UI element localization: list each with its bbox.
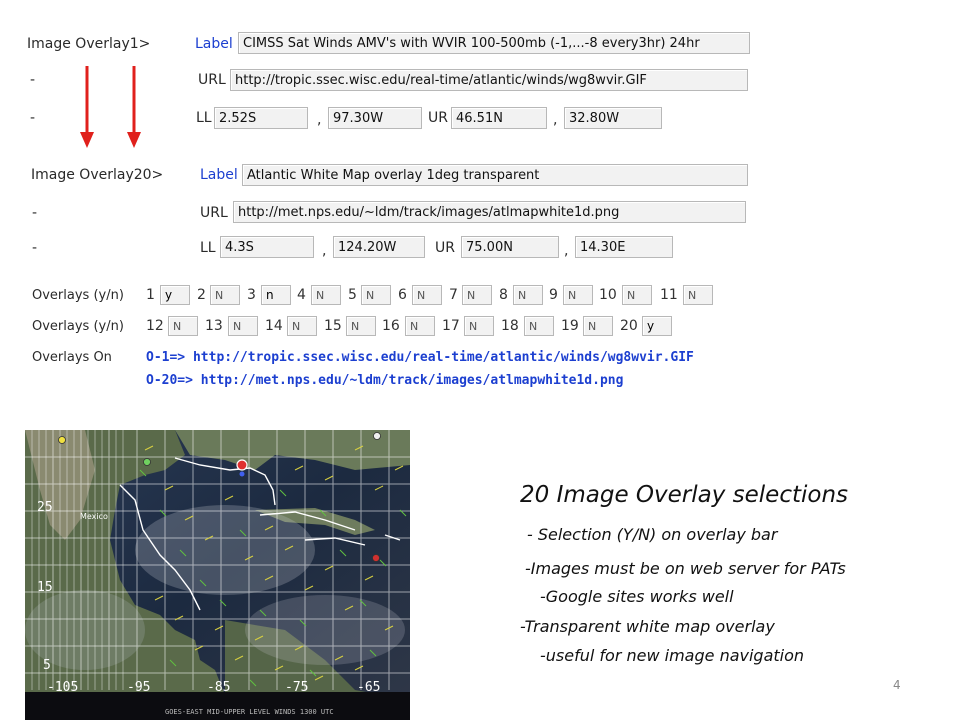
overlay-toggle-field[interactable]: N	[622, 285, 652, 305]
overlay-num: 9	[549, 287, 558, 303]
overlay20-url-field[interactable]: http://met.nps.edu/~ldm/track/images/atlmapwhite1d.png	[233, 201, 746, 223]
overlay-toggle-field[interactable]: N	[563, 285, 593, 305]
overlay1-comma: ,	[317, 112, 322, 128]
map-lon-label: -105	[47, 680, 79, 695]
overlay-num: 11	[660, 287, 678, 303]
overlay-num: 17	[442, 318, 460, 334]
overlay1-label-name: Label	[195, 36, 233, 52]
overlays-on-link-20[interactable]: O-20=> http://met.nps.edu/~ldm/track/images/atlmapwhite1d.png	[146, 373, 624, 388]
overlay-toggle-field[interactable]: N	[524, 316, 554, 336]
overlay-toggle-field[interactable]: N	[583, 316, 613, 336]
overlay-num: 13	[205, 318, 223, 334]
overlay1-url-field[interactable]: http://tropic.ssec.wisc.edu/real-time/atlantic/winds/wg8wvir.GIF	[230, 69, 748, 91]
overlay1-ll-lon-field[interactable]: 97.30W	[328, 107, 422, 129]
overlay-num: 5	[348, 287, 357, 303]
overlay20-comma-2: ,	[564, 243, 569, 259]
overlay1-ur-lon-field[interactable]: 32.80W	[564, 107, 662, 129]
map-lon-label: -85	[207, 680, 231, 695]
overlay-num: 19	[561, 318, 579, 334]
overlay-num: 16	[382, 318, 400, 334]
slide-bullet: -useful for new image navigation	[540, 646, 805, 665]
page-number: 4	[893, 678, 901, 692]
overlay-num: 18	[501, 318, 519, 334]
overlay-num: 3	[247, 287, 256, 303]
map-lat-label: 5	[43, 658, 51, 673]
map-lon-label: -75	[285, 680, 309, 695]
overlay-toggle-field[interactable]: N	[513, 285, 543, 305]
overlay1-label-field[interactable]: CIMSS Sat Winds AMV's with WVIR 100-500mb (-1,...-8 every3hr) 24hr	[238, 32, 750, 54]
slide-bullet: -Images must be on web server for PATs	[525, 559, 846, 578]
overlay-num: 2	[197, 287, 206, 303]
overlay-toggle-field[interactable]: N	[361, 285, 391, 305]
overlay20-label-name: Label	[200, 167, 238, 183]
overlay-toggle-field[interactable]: n	[261, 285, 291, 305]
overlay-toggle-field[interactable]: N	[405, 316, 435, 336]
overlay-num: 4	[297, 287, 306, 303]
overlay20-ll-name: LL	[200, 240, 216, 256]
overlay1-url-name: URL	[198, 72, 226, 88]
overlay-toggle-field[interactable]: N	[311, 285, 341, 305]
overlays-row1-label: Overlays (y/n)	[32, 288, 124, 303]
overlay20-comma: ,	[322, 243, 327, 259]
slide-bullet: - Selection (Y/N) on overlay bar	[527, 525, 778, 544]
overlay20-ll-lat-field[interactable]: 4.3S	[220, 236, 314, 258]
map-lon-label: -95	[127, 680, 151, 695]
overlays-on-link-1[interactable]: O-1=> http://tropic.ssec.wisc.edu/real-time/atlantic/winds/wg8wvir.GIF	[146, 350, 694, 365]
overlay-num: 6	[398, 287, 407, 303]
overlay1-ll-lat-field[interactable]: 2.52S	[214, 107, 308, 129]
overlay20-url-name: URL	[200, 205, 228, 221]
overlay20-label-field[interactable]: Atlantic White Map overlay 1deg transparent	[242, 164, 748, 186]
overlay-toggle-field[interactable]: N	[210, 285, 240, 305]
overlay-num: 8	[499, 287, 508, 303]
overlay-num: 7	[449, 287, 458, 303]
slide-bullet: -Google sites works well	[540, 587, 734, 606]
overlay-toggle-field[interactable]: N	[228, 316, 258, 336]
overlay-toggle-field[interactable]: y	[160, 285, 190, 305]
overlay1-url-dash: -	[30, 72, 36, 88]
overlay-num: 20	[620, 318, 638, 334]
overlay-toggle-field[interactable]: N	[346, 316, 376, 336]
overlay-num: 1	[146, 287, 155, 303]
overlay-toggle-field[interactable]: N	[683, 285, 713, 305]
overlay20-ur-name: UR	[435, 240, 455, 256]
overlay20-coords-dash: -	[32, 240, 38, 256]
map-lat-label: 15	[37, 580, 53, 595]
map-footer: GOES-EAST MID-UPPER LEVEL WINDS 1300 UTC	[165, 708, 334, 716]
down-arrows-icon	[70, 62, 150, 157]
overlays-row2-label: Overlays (y/n)	[32, 319, 124, 334]
overlay-toggle-field[interactable]: N	[287, 316, 317, 336]
overlay1-ll-name: LL	[196, 110, 212, 126]
map-place-label: Mexico	[80, 512, 108, 521]
overlay20-title: Image Overlay20>	[31, 167, 164, 183]
overlays-on-label: Overlays On	[32, 350, 112, 365]
overlay20-ll-lon-field[interactable]: 124.20W	[333, 236, 425, 258]
map-lat-label: 25	[37, 500, 53, 515]
overlay1-coords-dash: -	[30, 110, 36, 126]
satellite-wind-map	[25, 430, 410, 720]
overlay1-ur-lat-field[interactable]: 46.51N	[451, 107, 547, 129]
slide-bullet: -Transparent white map overlay	[520, 617, 775, 636]
overlay20-ur-lon-field[interactable]: 14.30E	[575, 236, 673, 258]
overlay-toggle-field[interactable]: N	[462, 285, 492, 305]
overlay-num: 14	[265, 318, 283, 334]
overlay1-ur-name: UR	[428, 110, 448, 126]
overlay-toggle-field[interactable]: N	[168, 316, 198, 336]
overlay1-title: Image Overlay1>	[27, 36, 151, 52]
overlay-num: 12	[146, 318, 164, 334]
map-graphic	[25, 430, 410, 720]
overlay-num: 10	[599, 287, 617, 303]
overlay20-url-dash: -	[32, 205, 38, 221]
map-lon-label: -65	[357, 680, 381, 695]
overlay20-ur-lat-field[interactable]: 75.00N	[461, 236, 559, 258]
overlay-toggle-field[interactable]: N	[464, 316, 494, 336]
overlay-num: 15	[324, 318, 342, 334]
slide-heading: 20 Image Overlay selections	[520, 482, 849, 508]
overlay1-comma-2: ,	[553, 112, 558, 128]
overlay-toggle-field[interactable]: N	[412, 285, 442, 305]
overlay-toggle-field[interactable]: y	[642, 316, 672, 336]
